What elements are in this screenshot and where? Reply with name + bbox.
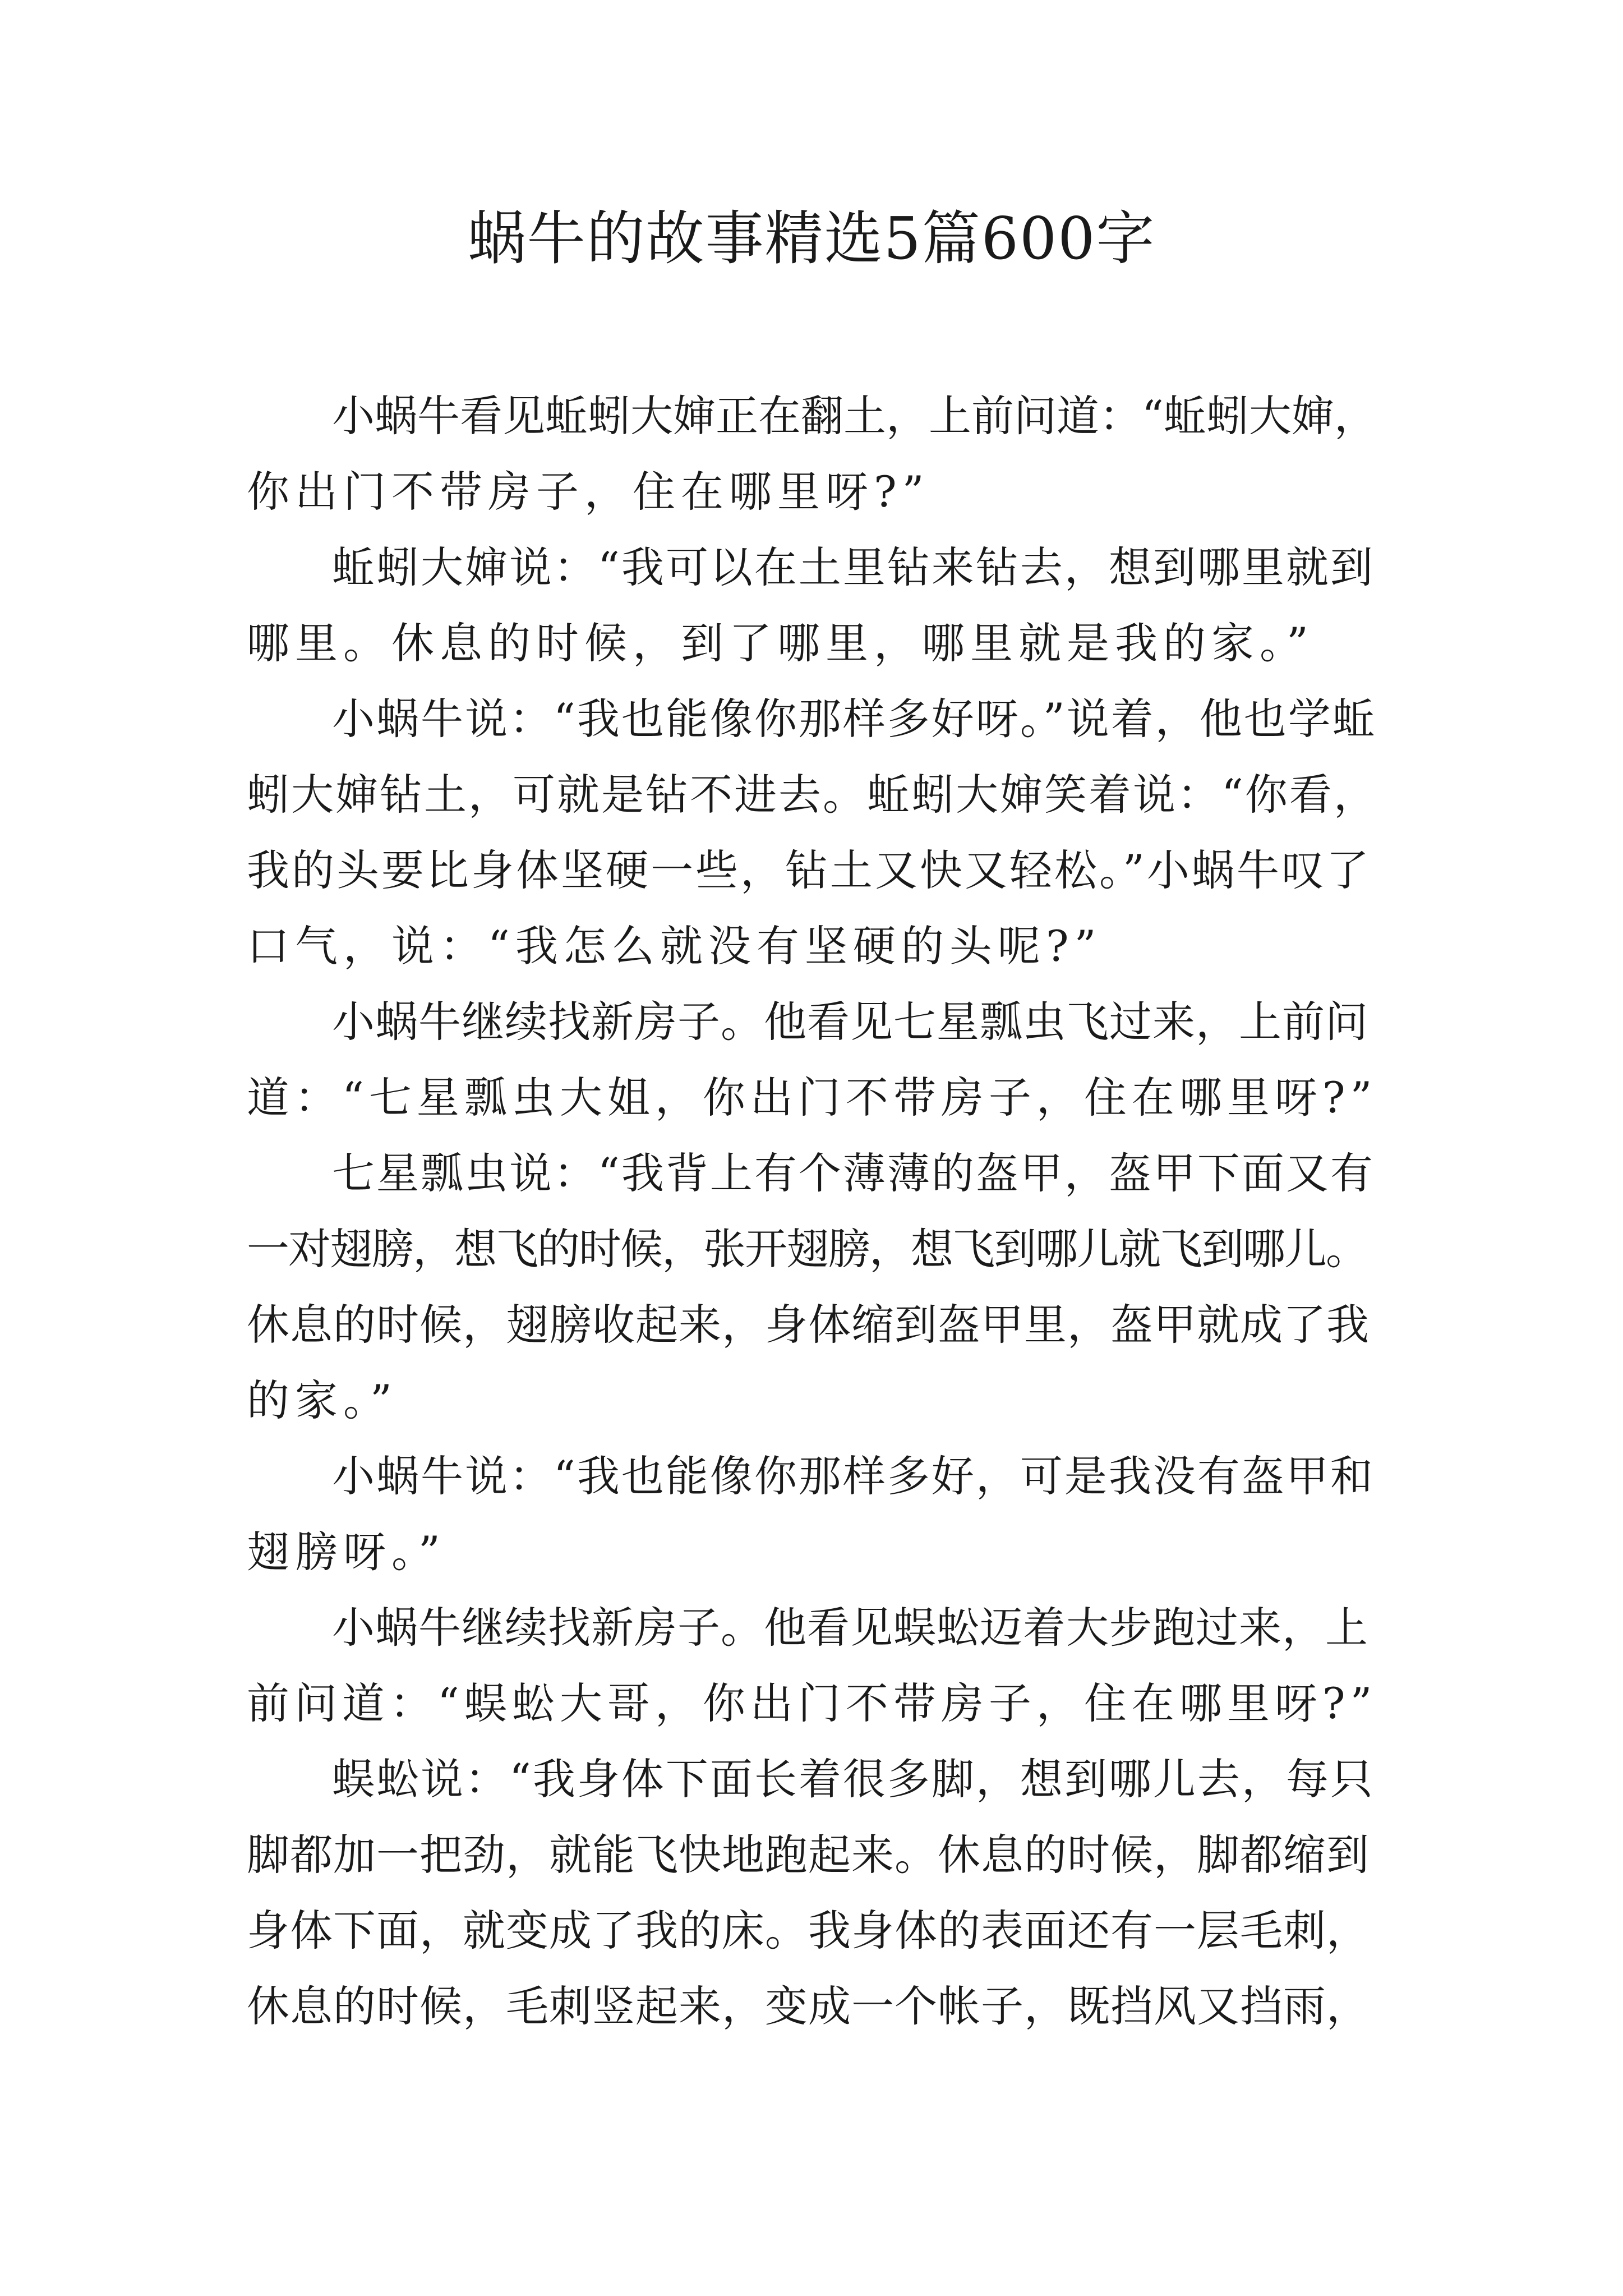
- paragraph-line: 休息的时候，翅膀收起来，身体缩到盔甲里，盔甲就成了我: [247, 1300, 1370, 1350]
- paragraph-first-line: 蜈蚣说：“我身体下面长着很多脚，想到哪儿去，每只: [332, 1754, 1375, 1804]
- paragraph-line: 翅膀呀。”: [247, 1527, 446, 1577]
- paragraph-first-line: 小蜗牛说：“我也能像你那样多好呀。”说着，他也学蚯: [332, 694, 1377, 744]
- paragraph-line: 一对翅膀，想飞的时候，张开翅膀，想飞到哪儿就飞到哪儿。: [247, 1224, 1367, 1274]
- paragraph-first-line: 小蜗牛看见蚯蚓大婶正在翻土，上前问道：“蚯蚓大婶，: [332, 391, 1377, 441]
- paragraph-line: 我的头要比身体坚硬一些，钻土又快又轻松。”小蜗牛叹了: [247, 845, 1371, 895]
- paragraph-line: 的家。”: [247, 1375, 398, 1425]
- paragraph-line: 前问道：“蜈蚣大哥，你出门不带房子，住在哪里呀?”: [247, 1678, 1377, 1728]
- paragraph-line: 哪里。休息的时候，到了哪里，哪里就是我的家。”: [247, 618, 1314, 668]
- paragraph-first-line: 小蜗牛继续找新房子。他看见蜈蚣迈着大步跑过来，上: [332, 1603, 1368, 1653]
- paragraph-first-line: 蚯蚓大婶说：“我可以在土里钻来钻去，想到哪里就到: [332, 542, 1375, 592]
- document-body: [247, 378, 1380, 2044]
- paragraph-line: 休息的时候，毛刺竖起来，变成一个帐子，既挡风又挡雨，: [247, 1981, 1370, 2031]
- paragraph-line: 你出门不带房子，住在哪里呀?”: [247, 467, 930, 517]
- paragraph-line: 口气，说：“我怎么就没有坚硬的头呢?”: [247, 921, 1102, 971]
- paragraph-first-line: 小蜗牛说：“我也能像你那样多好，可是我没有盔甲和: [332, 1451, 1375, 1501]
- paragraph-line: 脚都加一把劲，就能飞快地跑起来。休息的时候，脚都缩到: [247, 1830, 1370, 1880]
- paragraph-line: 身体下面，就变成了我的床。我身体的表面还有一层毛刺，: [247, 1906, 1370, 1955]
- paragraph-first-line: 七星瓢虫说：“我背上有个薄薄的盔甲，盔甲下面又有: [332, 1148, 1375, 1198]
- paragraph-first-line: 小蜗牛继续找新房子。他看见七星瓢虫飞过来，上前问: [332, 997, 1368, 1047]
- paragraph-line: 蚓大婶钻土，可就是钻不进去。蚯蚓大婶笑着说：“你看，: [247, 770, 1378, 820]
- paragraph-line: 道：“七星瓢虫大姐，你出门不带房子，住在哪里呀?”: [247, 1073, 1377, 1122]
- document-title: 蜗牛的故事精选5篇600字: [467, 204, 1156, 273]
